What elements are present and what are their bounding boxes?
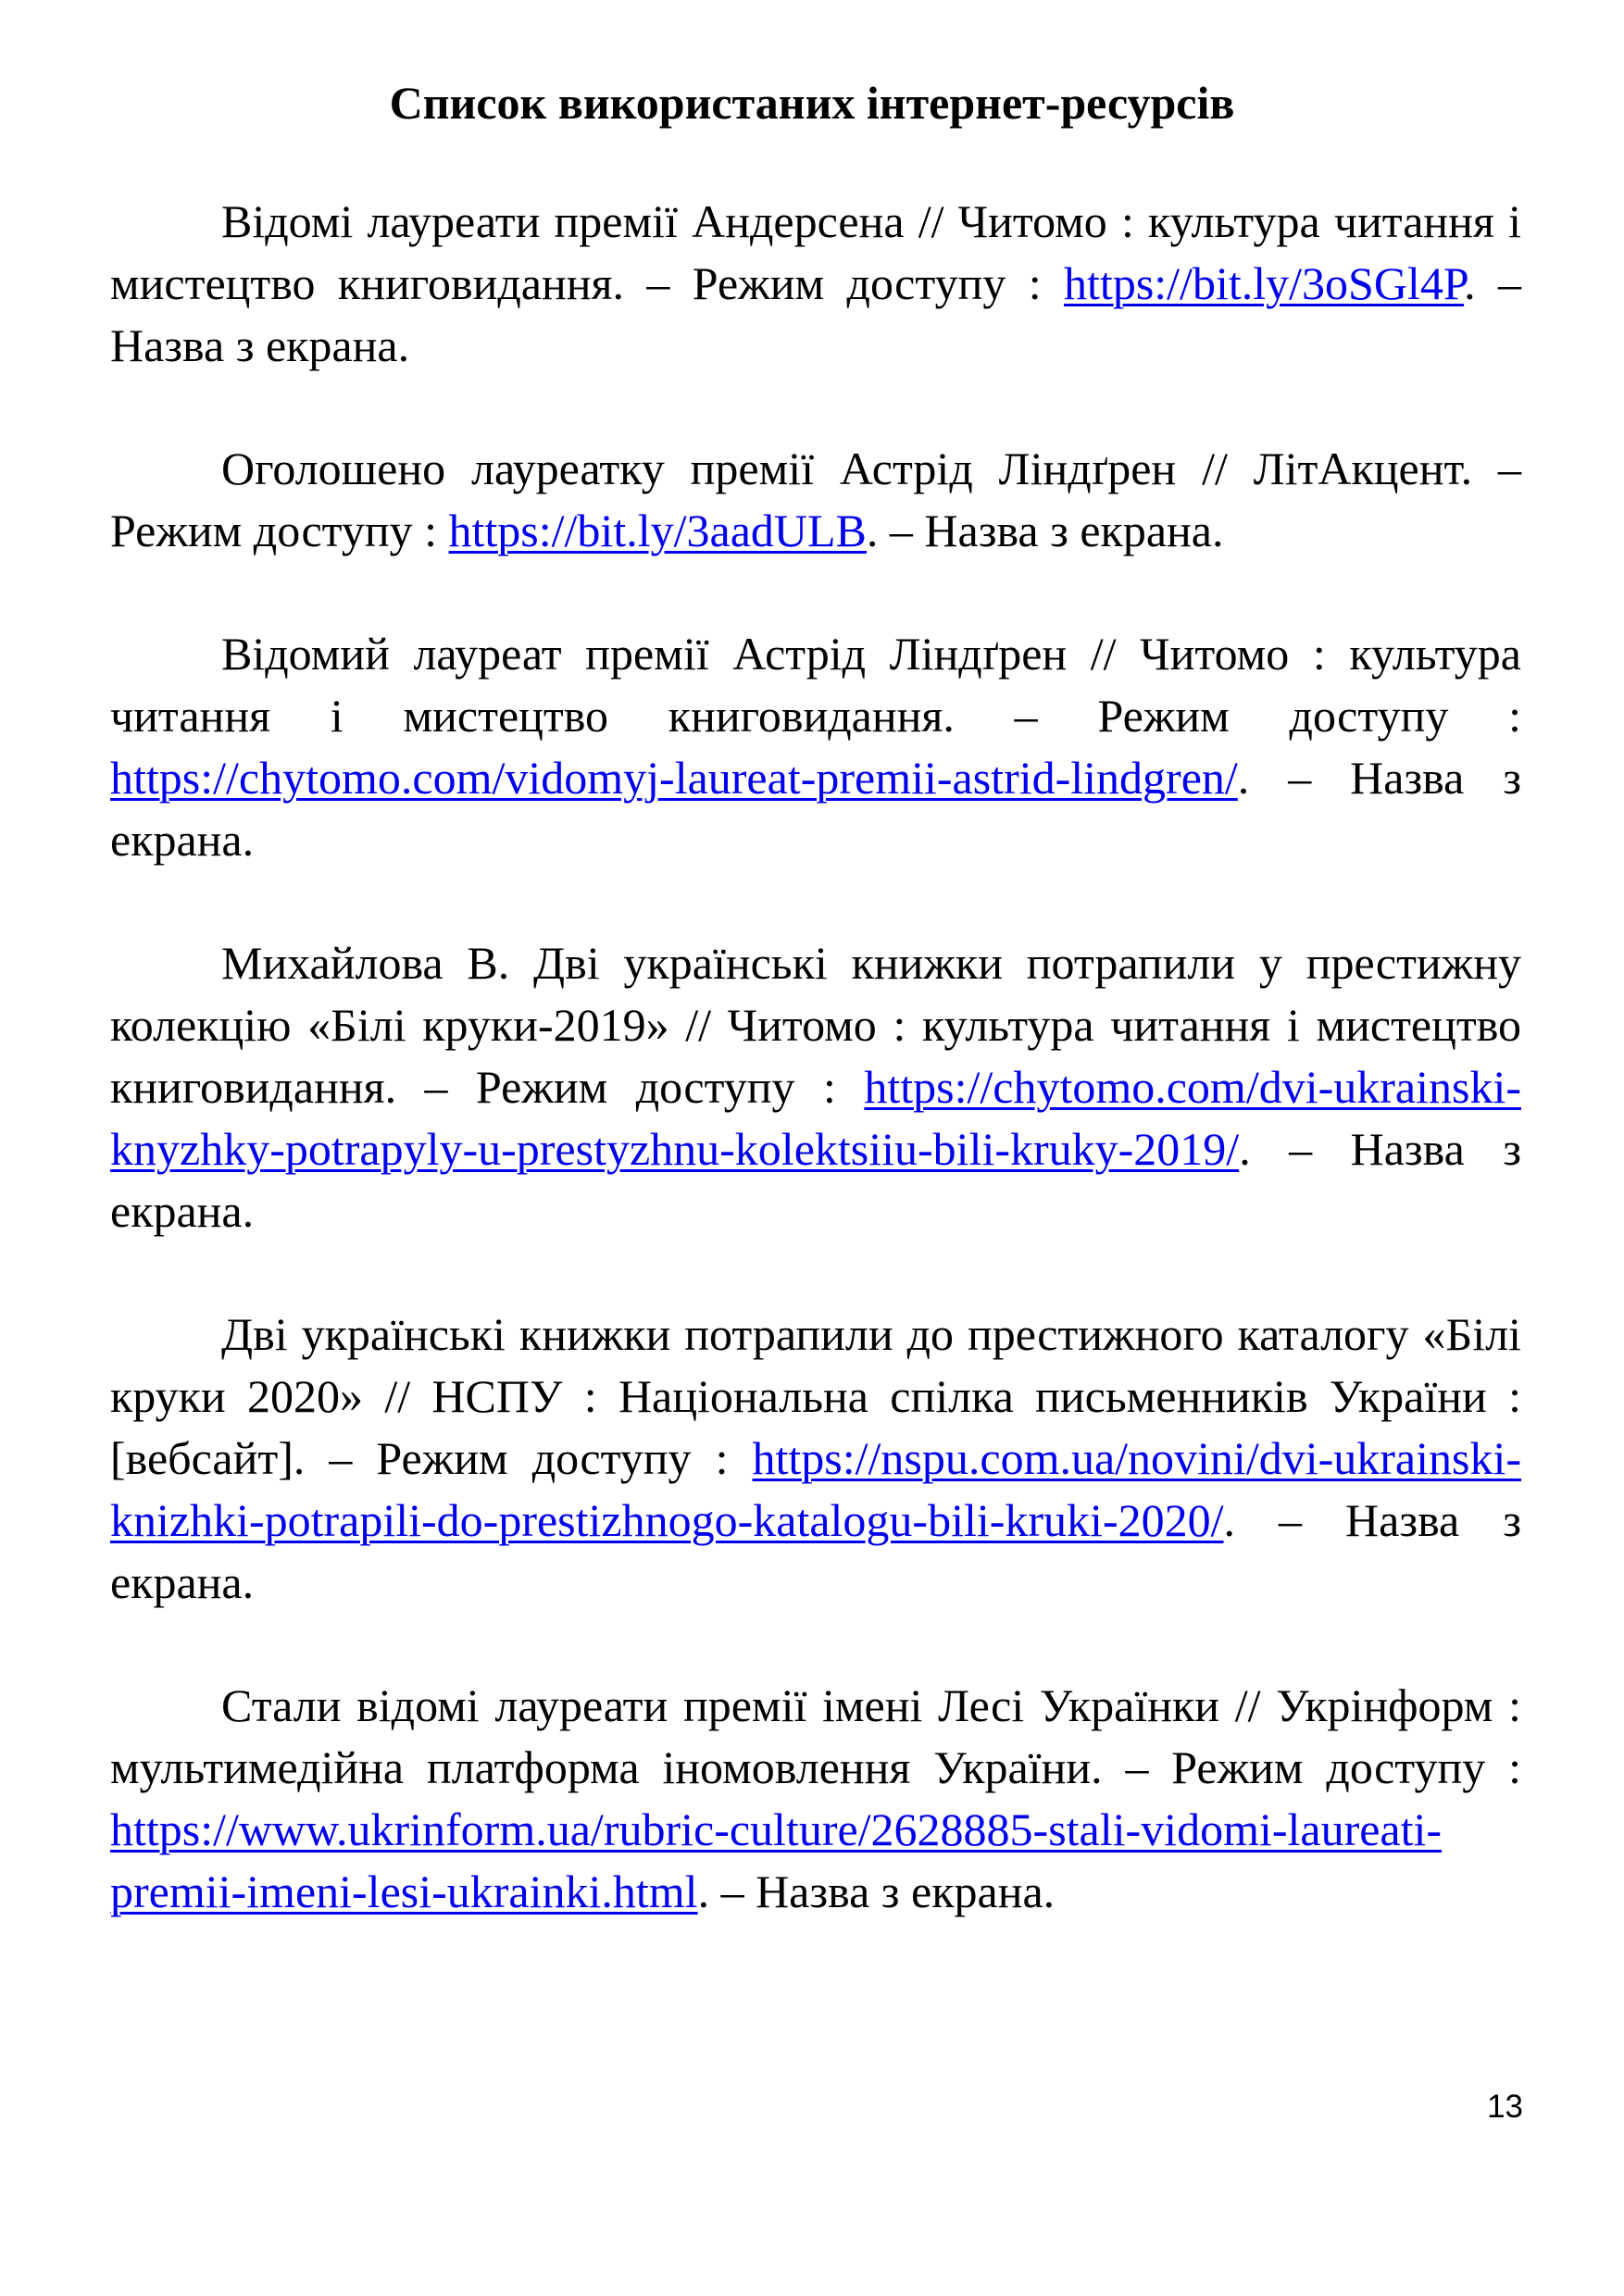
reference-suffix: . – Назва з екрана. [866,505,1224,556]
reference-suffix: . – Назва з екрана. [110,1494,1521,1608]
reference-entry-4 [110,932,1521,1242]
reference-link[interactable]: https://bit.ly/3aadULB [448,505,867,556]
reference-list [110,191,1521,1984]
reference-entry-6 [110,1675,1521,1923]
reference-entry-2 [110,438,1521,562]
page-title: Список використаних інтернет-ресурсів [389,77,1235,129]
page-number: 13 [1487,2089,1523,2125]
reference-text: Відомий лауреат премії Астрід Ліндґрен // Читомо : культура читання і мистецтво книговидання. – Режим доступу : [110,628,1521,742]
reference-suffix: . – Назва з екрана. [697,1866,1056,1917]
reference-text: Дві українські книжки потрапили до престижного каталогу «Білі круки 2020» // НСПУ : Національна спілка письменників України : [вебсайт]. – Режим доступу : [110,1308,1521,1484]
reference-entry-3 [110,623,1521,871]
reference-text: Відомі лауреати премії Андерсена // Читомо : культура читання і мистецтво книговидання. – Режим доступу : [110,195,1521,309]
reference-link[interactable]: https://bit.ly/3oSGl4P [1064,257,1465,309]
reference-text: Михайлова В. Дві українські книжки потрапили у престижну колекцію «Білі круки-2019» // Читомо : культура читання і мистецтво книговидання. – Режим доступу : [110,937,1521,1113]
reference-suffix: . – Назва з екрана. [110,257,1521,371]
reference-entry-1 [110,191,1521,377]
reference-link[interactable]: https://www.ukrinform.ua/rubric-culture/2628885-stali-vidomi-laureati-premii-imeni-lesi-ukrainki.html [110,1803,1443,1917]
reference-text: Стали відомі лауреати премії імені Лесі Українки // Укрінформ : мультимедійна платформа іномовлення України. – Режим доступу : [110,1679,1521,1793]
reference-entry-5 [110,1304,1521,1614]
reference-text: Оголошено лауреатку премії Астрід Ліндґрен // ЛітАкцент. – Режим доступу : [110,443,1521,556]
reference-link[interactable]: https://chytomo.com/dvi-ukrainski-knyzhky-potrapyly-u-prestyzhnu-kolektsiiu-bili-kruky-2019/ [110,1061,1521,1175]
reference-link[interactable]: https://nspu.com.ua/novini/dvi-ukrainski-knizhki-potrapili-do-prestizhnogo-katalogu-bili-kruki-2020/ [110,1432,1521,1546]
reference-link[interactable]: https://chytomo.com/vidomyj-laureat-premii-astrid-lindgren/ [110,752,1238,804]
reference-suffix: . – Назва з екрана. [110,752,1521,866]
reference-suffix: . – Назва з екрана. [110,1123,1521,1237]
